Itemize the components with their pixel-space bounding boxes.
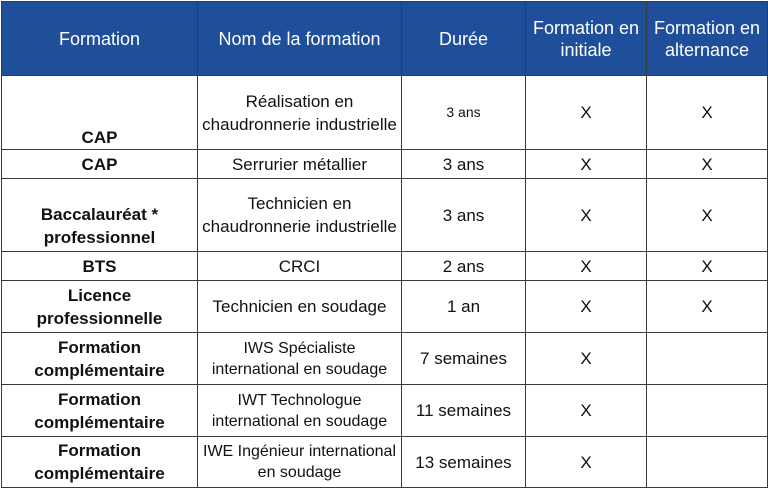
alternance-mark-cell: X bbox=[647, 252, 768, 281]
alternance-mark-cell bbox=[647, 333, 768, 385]
formation-type-cell: Licence professionnelle bbox=[2, 281, 198, 333]
duration-cell: 13 semaines bbox=[402, 437, 526, 488]
formation-name-cell: Technicien en chaudronnerie industrielle bbox=[198, 179, 402, 252]
duration-cell: 3 ans bbox=[402, 76, 526, 150]
initial-mark-cell: X bbox=[526, 281, 647, 333]
alternance-mark-cell bbox=[647, 437, 768, 488]
formation-type-cell: Baccalauréat * professionnel bbox=[2, 179, 198, 252]
table-row bbox=[2, 281, 768, 333]
table-row bbox=[2, 179, 768, 252]
header-formation: Formation bbox=[2, 2, 198, 76]
formation-name-cell: IWT Technologue international en soudage bbox=[198, 385, 402, 437]
initial-mark-cell: X bbox=[526, 76, 647, 150]
initial-mark-cell: X bbox=[526, 385, 647, 437]
alternance-mark-cell: X bbox=[647, 179, 768, 252]
formation-type-cell: BTS bbox=[2, 252, 198, 281]
formation-name-cell: IWE Ingénieur international en soudage bbox=[198, 437, 402, 488]
duration-cell: 11 semaines bbox=[402, 385, 526, 437]
alternance-mark-cell: X bbox=[647, 281, 768, 333]
formation-type-cell: Formation complémentaire bbox=[2, 333, 198, 385]
alternance-mark-cell: X bbox=[647, 150, 768, 179]
table-header-row bbox=[2, 2, 768, 76]
formation-type-cell: Formation complémentaire bbox=[2, 437, 198, 488]
duration-cell: 3 ans bbox=[402, 150, 526, 179]
table-row bbox=[2, 385, 768, 437]
table-row bbox=[2, 76, 768, 150]
header-nom-formation: Nom de la formation bbox=[198, 2, 402, 76]
alternance-mark-cell bbox=[647, 385, 768, 437]
table-row bbox=[2, 437, 768, 488]
formation-name-cell: Réalisation en chaudronnerie industrielle bbox=[198, 76, 402, 150]
header-duree: Durée bbox=[402, 2, 526, 76]
table-row bbox=[2, 333, 768, 385]
duration-cell: 3 ans bbox=[402, 179, 526, 252]
header-formation-initiale: Formation en initiale bbox=[526, 2, 647, 76]
alternance-mark-cell: X bbox=[647, 76, 768, 150]
formation-name-cell: IWS Spécialiste international en soudage bbox=[198, 333, 402, 385]
duration-cell: 2 ans bbox=[402, 252, 526, 281]
table-row bbox=[2, 252, 768, 281]
formation-name-cell: Technicien en soudage bbox=[198, 281, 402, 333]
header-formation-alternance: Formation en alternance bbox=[647, 2, 768, 76]
formations-table bbox=[1, 1, 768, 488]
formation-name-cell: CRCI bbox=[198, 252, 402, 281]
duration-cell: 7 semaines bbox=[402, 333, 526, 385]
initial-mark-cell: X bbox=[526, 179, 647, 252]
formation-type-cell: Formation complémentaire bbox=[2, 385, 198, 437]
initial-mark-cell: X bbox=[526, 150, 647, 179]
initial-mark-cell: X bbox=[526, 437, 647, 488]
formation-type-cell: CAP bbox=[2, 76, 198, 150]
formation-type-cell: CAP bbox=[2, 150, 198, 179]
initial-mark-cell: X bbox=[526, 333, 647, 385]
initial-mark-cell: X bbox=[526, 252, 647, 281]
formation-name-cell: Serrurier métallier bbox=[198, 150, 402, 179]
table-row bbox=[2, 150, 768, 179]
duration-cell: 1 an bbox=[402, 281, 526, 333]
